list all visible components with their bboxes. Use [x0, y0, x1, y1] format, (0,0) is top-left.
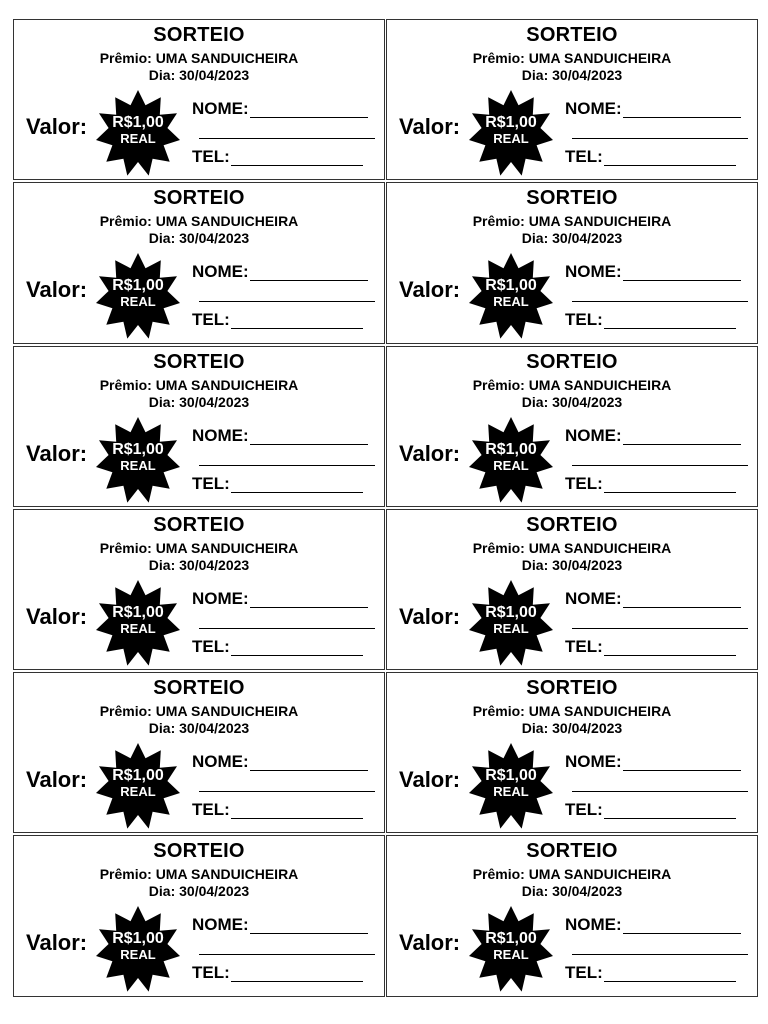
name-line[interactable] [623, 103, 741, 118]
phone-field[interactable] [192, 311, 363, 329]
name-line[interactable] [623, 266, 741, 281]
phone-field[interactable] [565, 148, 736, 166]
ticket-date: Dia: 30/04/2023 [148, 230, 250, 247]
ticket-date: Dia: 30/04/2023 [148, 883, 250, 900]
phone-line[interactable] [604, 151, 736, 166]
extra-line[interactable] [199, 614, 375, 629]
value-label: Valor: [399, 277, 461, 303]
phone-label: TEL: [192, 147, 230, 166]
extra-line[interactable] [572, 451, 748, 466]
name-field[interactable] [565, 427, 741, 445]
extra-line[interactable] [199, 287, 375, 302]
ticket-date: Dia: 30/04/2023 [521, 556, 623, 573]
phone-line[interactable] [231, 478, 363, 493]
value-label: Valor: [399, 603, 461, 629]
ticket-date: Dia: 30/04/2023 [521, 230, 623, 247]
phone-line[interactable] [604, 478, 736, 493]
blank-line-field[interactable] [571, 287, 748, 302]
raffle-ticket [386, 182, 758, 343]
name-line[interactable] [250, 756, 368, 771]
name-field[interactable] [192, 753, 368, 771]
name-line[interactable] [623, 430, 741, 445]
blank-line-field[interactable] [571, 777, 748, 792]
ticket-prize: Prêmio: UMA SANDUICHEIRA [99, 376, 299, 393]
blank-line-field[interactable] [198, 614, 375, 629]
badge-currency: REAL [493, 131, 529, 146]
phone-label: TEL: [565, 963, 603, 983]
name-field[interactable] [192, 427, 368, 445]
phone-field[interactable] [192, 475, 363, 493]
phone-line[interactable] [231, 151, 363, 166]
price-badge [94, 415, 182, 503]
badge-price: R$1,00 [485, 277, 537, 295]
name-field[interactable] [192, 263, 368, 281]
extra-line[interactable] [572, 777, 748, 792]
ticket-title: SORTEIO [153, 187, 245, 210]
phone-field[interactable] [192, 964, 363, 982]
extra-line[interactable] [199, 124, 375, 139]
ticket-prize: Prêmio: UMA SANDUICHEIRA [472, 50, 672, 66]
ticket-prize: Prêmio: UMA SANDUICHEIRA [472, 213, 672, 230]
ticket-prize: Prêmio: UMA SANDUICHEIRA [472, 703, 672, 720]
name-field[interactable] [565, 753, 741, 771]
badge-price: R$1,00 [485, 440, 537, 458]
ticket-title: SORTEIO [153, 350, 245, 373]
badge-currency: REAL [120, 457, 156, 473]
ticket-prize: Prêmio: UMA SANDUICHEIRA [99, 213, 299, 230]
ticket-title: SORTEIO [153, 24, 245, 46]
phone-label: TEL: [565, 800, 603, 820]
badge-price: R$1,00 [485, 767, 537, 785]
badge-price: R$1,00 [112, 114, 164, 131]
extra-line[interactable] [199, 777, 375, 792]
name-label: NOME: [565, 752, 622, 772]
name-line[interactable] [250, 103, 368, 118]
ticket-date: Dia: 30/04/2023 [148, 720, 250, 737]
value-label: Valor: [26, 767, 88, 793]
ticket-title: SORTEIO [526, 187, 618, 210]
name-field[interactable] [565, 590, 741, 608]
badge-currency: REAL [120, 784, 156, 800]
ticket-date: Dia: 30/04/2023 [148, 67, 250, 83]
blank-line-field[interactable] [198, 777, 375, 792]
price-badge [467, 415, 555, 503]
name-field[interactable] [192, 916, 368, 934]
name-label: NOME: [192, 915, 249, 935]
badge-price: R$1,00 [112, 767, 164, 785]
ticket-title: SORTEIO [526, 350, 618, 373]
ticket-prize: Prêmio: UMA SANDUICHEIRA [99, 539, 299, 556]
phone-label: TEL: [565, 147, 603, 166]
name-field[interactable] [192, 590, 368, 608]
ticket-prize: Prêmio: UMA SANDUICHEIRA [472, 376, 672, 393]
phone-line[interactable] [231, 804, 363, 819]
raffle-ticket [13, 182, 385, 343]
value-label: Valor: [26, 114, 88, 139]
name-line[interactable] [623, 919, 741, 934]
price-badge [94, 88, 182, 176]
phone-label: TEL: [565, 473, 603, 493]
price-badge [94, 904, 182, 992]
badge-currency: REAL [120, 131, 156, 146]
phone-field[interactable] [565, 311, 736, 329]
value-label: Valor: [26, 603, 88, 629]
raffle-ticket [13, 19, 385, 180]
blank-line-field[interactable] [571, 124, 748, 139]
ticket-prize: Prêmio: UMA SANDUICHEIRA [99, 703, 299, 720]
phone-line[interactable] [604, 314, 736, 329]
phone-line[interactable] [231, 314, 363, 329]
name-field[interactable] [565, 100, 741, 118]
blank-line-field[interactable] [571, 614, 748, 629]
value-label: Valor: [26, 440, 88, 466]
value-label: Valor: [26, 277, 88, 303]
extra-line[interactable] [572, 940, 748, 955]
ticket-prize: Prêmio: UMA SANDUICHEIRA [99, 866, 299, 883]
badge-currency: REAL [493, 784, 529, 800]
blank-line-field[interactable] [198, 940, 375, 955]
ticket-date: Dia: 30/04/2023 [521, 393, 623, 410]
phone-label: TEL: [565, 310, 603, 330]
price-badge [467, 741, 555, 829]
phone-line[interactable] [231, 967, 363, 982]
ticket-date: Dia: 30/04/2023 [521, 883, 623, 900]
price-badge [467, 88, 555, 176]
name-label: NOME: [192, 588, 249, 608]
phone-field[interactable] [565, 964, 736, 982]
raffle-ticket [386, 672, 758, 833]
badge-price: R$1,00 [112, 603, 164, 621]
badge-currency: REAL [493, 620, 529, 636]
badge-price: R$1,00 [485, 930, 537, 948]
name-line[interactable] [250, 593, 368, 608]
name-label: NOME: [565, 915, 622, 935]
name-line[interactable] [250, 266, 368, 281]
price-badge [467, 251, 555, 339]
name-line[interactable] [250, 919, 368, 934]
name-field[interactable] [565, 263, 741, 281]
badge-currency: REAL [120, 947, 156, 963]
extra-line[interactable] [199, 451, 375, 466]
badge-currency: REAL [493, 947, 529, 963]
badge-currency: REAL [493, 294, 529, 310]
raffle-ticket [13, 509, 385, 670]
name-label: NOME: [192, 99, 249, 118]
name-label: NOME: [565, 425, 622, 445]
ticket-prize: Prêmio: UMA SANDUICHEIRA [472, 539, 672, 556]
price-badge [94, 578, 182, 666]
ticket-date: Dia: 30/04/2023 [148, 393, 250, 410]
ticket-title: SORTEIO [526, 513, 618, 536]
badge-price: R$1,00 [485, 603, 537, 621]
extra-line[interactable] [199, 940, 375, 955]
phone-label: TEL: [192, 310, 230, 330]
price-badge [94, 741, 182, 829]
blank-line-field[interactable] [571, 940, 748, 955]
phone-line[interactable] [231, 641, 363, 656]
name-field[interactable] [565, 916, 741, 934]
phone-line[interactable] [604, 804, 736, 819]
extra-line[interactable] [572, 614, 748, 629]
badge-price: R$1,00 [485, 114, 537, 131]
ticket-title: SORTEIO [153, 513, 245, 536]
name-label: NOME: [192, 752, 249, 772]
blank-line-field[interactable] [198, 124, 375, 139]
ticket-sheet [13, 18, 758, 998]
phone-field[interactable] [192, 148, 363, 166]
price-badge [467, 904, 555, 992]
blank-line-field[interactable] [198, 287, 375, 302]
phone-line[interactable] [604, 967, 736, 982]
ticket-prize: Prêmio: UMA SANDUICHEIRA [472, 866, 672, 883]
phone-field[interactable] [565, 475, 736, 493]
raffle-ticket [13, 346, 385, 507]
ticket-prize: Prêmio: UMA SANDUICHEIRA [99, 50, 299, 66]
blank-line-field[interactable] [571, 451, 748, 466]
extra-line[interactable] [572, 287, 748, 302]
badge-currency: REAL [120, 294, 156, 310]
phone-label: TEL: [565, 636, 603, 656]
name-line[interactable] [250, 430, 368, 445]
badge-price: R$1,00 [112, 277, 164, 295]
name-line[interactable] [623, 593, 741, 608]
value-label: Valor: [399, 930, 461, 956]
name-label: NOME: [565, 99, 622, 118]
raffle-ticket [13, 672, 385, 833]
value-label: Valor: [399, 767, 461, 793]
badge-currency: REAL [120, 620, 156, 636]
name-label: NOME: [192, 425, 249, 445]
badge-price: R$1,00 [112, 440, 164, 458]
raffle-ticket [13, 835, 385, 996]
price-badge [467, 578, 555, 666]
raffle-ticket [386, 19, 758, 180]
phone-field[interactable] [192, 801, 363, 819]
name-field[interactable] [192, 100, 368, 118]
value-label: Valor: [26, 930, 88, 956]
name-label: NOME: [192, 262, 249, 282]
blank-line-field[interactable] [198, 451, 375, 466]
badge-currency: REAL [493, 457, 529, 473]
ticket-title: SORTEIO [526, 840, 618, 863]
extra-line[interactable] [572, 124, 748, 139]
ticket-title: SORTEIO [526, 677, 618, 700]
name-line[interactable] [623, 756, 741, 771]
value-label: Valor: [399, 114, 461, 139]
raffle-ticket [386, 346, 758, 507]
raffle-ticket [386, 835, 758, 996]
phone-label: TEL: [192, 636, 230, 656]
raffle-ticket [386, 509, 758, 670]
ticket-date: Dia: 30/04/2023 [521, 67, 623, 83]
phone-field[interactable] [565, 801, 736, 819]
ticket-title: SORTEIO [153, 677, 245, 700]
phone-line[interactable] [604, 641, 736, 656]
name-label: NOME: [565, 588, 622, 608]
ticket-date: Dia: 30/04/2023 [521, 720, 623, 737]
phone-label: TEL: [192, 963, 230, 983]
phone-label: TEL: [192, 473, 230, 493]
phone-label: TEL: [192, 800, 230, 820]
ticket-date: Dia: 30/04/2023 [148, 556, 250, 573]
name-label: NOME: [565, 262, 622, 282]
value-label: Valor: [399, 440, 461, 466]
ticket-title: SORTEIO [526, 24, 618, 46]
phone-field[interactable] [565, 638, 736, 656]
phone-field[interactable] [192, 638, 363, 656]
price-badge [94, 251, 182, 339]
ticket-title: SORTEIO [153, 840, 245, 863]
badge-price: R$1,00 [112, 930, 164, 948]
